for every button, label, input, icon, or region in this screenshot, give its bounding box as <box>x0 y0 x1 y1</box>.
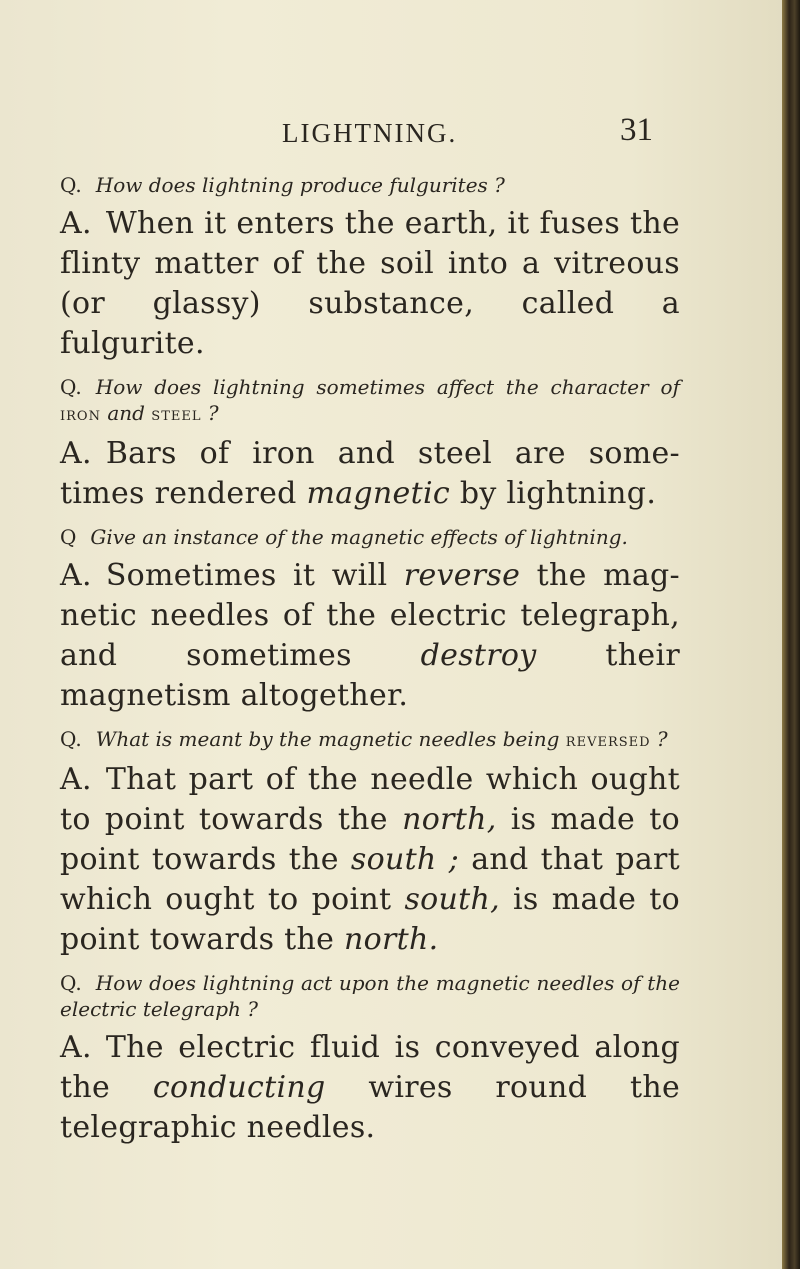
answer-text: That part of the needle which ought to point towards the <box>60 762 680 837</box>
question-label: Q. <box>60 971 82 995</box>
answer-emphasis: magnetic <box>306 476 450 511</box>
answer-emphasis: destroy <box>420 638 537 673</box>
question-text: Give an instance of the magnetic effects of lightning. <box>90 525 628 549</box>
answer-text: wires round the telegraphic needles. <box>60 1070 680 1145</box>
question-label: Q. <box>60 375 82 399</box>
page-number: 31 <box>620 112 653 148</box>
answer-5 <box>60 1028 680 1148</box>
answer-text: by lightning. <box>459 476 657 511</box>
page-body <box>60 172 680 1158</box>
answer-text: is made to point towards the <box>60 802 680 877</box>
answer-text: their magnetism altogether. <box>60 638 680 713</box>
answer-text: the mag-netic needles of the electric telegraph, and sometimes <box>60 558 680 673</box>
answer-label: A. <box>60 206 92 241</box>
question-smallcaps: reversed <box>565 730 651 751</box>
question-text: How does lightning sometimes affect the character of <box>95 375 680 399</box>
answer-emphasis: reverse <box>403 558 521 593</box>
question-5 <box>60 970 680 1022</box>
answer-1 <box>60 204 680 364</box>
page-header <box>0 112 786 152</box>
answer-emphasis: north, <box>402 802 497 837</box>
answer-3 <box>60 556 680 716</box>
answer-label: A. <box>60 558 92 593</box>
answer-emphasis: south ; <box>350 842 460 877</box>
question-label: Q. <box>60 173 82 197</box>
answer-label: A. <box>60 1030 92 1065</box>
book-spine-edge <box>782 0 800 1269</box>
question-smallcaps: steel <box>151 404 202 425</box>
question-2 <box>60 374 680 428</box>
answer-2 <box>60 434 680 514</box>
question-3 <box>60 524 680 550</box>
question-label: Q. <box>60 727 82 751</box>
question-text: How does lightning act upon the magnetic needles of the electric telegraph ? <box>60 971 680 1021</box>
question-label: Q <box>60 525 77 549</box>
answer-label: A. <box>60 436 92 471</box>
question-text: What is meant by the magnetic needles being <box>95 727 560 751</box>
question-text: How does lightning produce fulgurites ? <box>95 173 505 197</box>
question-mark: ? <box>656 727 668 751</box>
running-title: LIGHTNING. <box>282 118 458 148</box>
answer-emphasis: north. <box>344 922 439 957</box>
question-mark: ? <box>207 401 219 425</box>
answer-text: When it enters the earth, it fuses the flinty matter of the soil into a vitreous (or glassy) substance, called a fulgurite. <box>60 206 680 361</box>
answer-text: The electric fluid is conveyed along the <box>60 1030 680 1105</box>
question-1 <box>60 172 680 198</box>
answer-text: and that part which ought to point <box>60 842 681 917</box>
answer-label: A. <box>60 762 92 797</box>
answer-emphasis: south, <box>404 882 500 917</box>
answer-4 <box>60 760 680 960</box>
question-smallcaps: iron <box>60 404 101 425</box>
answer-text: is made to point towards the <box>60 882 680 957</box>
question-text: and <box>107 401 145 425</box>
answer-emphasis: conducting <box>152 1070 326 1105</box>
answer-text: Sometimes it will <box>105 558 388 593</box>
answer-text: Bars of iron and steel are some-times rendered <box>60 436 680 511</box>
question-4 <box>60 726 680 754</box>
